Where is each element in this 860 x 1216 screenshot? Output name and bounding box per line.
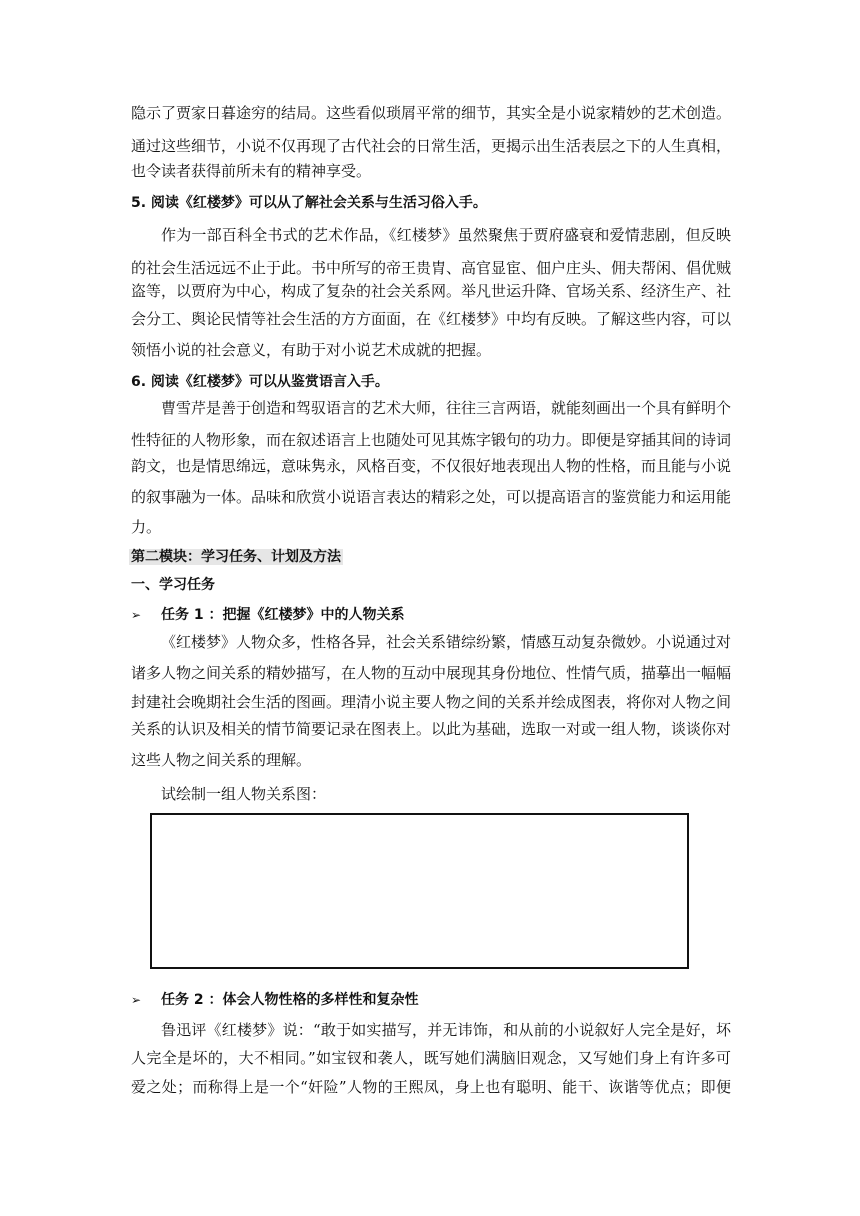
paragraph-line: 鲁迅评《红楼梦》说：“敢于如实描写，并无讳饰，和从前的小说叙好人完全是好，坏 [161,1021,731,1039]
paragraph-line: 性特征的人物形象，而在叙述语言上也随处可见其炼字锻句的功力。即便是穿插其间的诗词 [131,431,732,449]
drawing-box[interactable] [150,813,689,969]
paragraph-line: 曹雪芹是善于创造和驾驭语言的艺术大师，往往三言两语，就能刻画出一个具有鲜明个 [161,399,732,417]
paragraph-line: 通过这些细节，小说不仅再现了古代社会的日常生活，更揭示出生活表层之下的人生真相， [131,137,732,155]
paragraph-line: 关系的认识及相关的情节简要记录在图表上。以此为基础，选取一对或一组人物，谈谈你对 [131,720,732,738]
section-heading: 5. 阅读《红楼梦》可以从了解社会关系与生活习俗入手。 [131,195,487,211]
paragraph-line: 这些人物之间关系的理解。 [131,751,312,769]
paragraph-line: 也令读者获得前所未有的精神享受。 [131,162,372,180]
paragraph-line: 诸多人物之间关系的精妙描写，在人物的互动中展现其身份地位、性情气质，描摹出一幅幅 [131,664,732,682]
draw-prompt: 试绘制一组人物关系图： [161,785,327,803]
task-title: 任务 1 ：把握《红楼梦》中的人物关系 [161,607,405,623]
paragraph-line: 隐示了贾家日暮途穷的结局。这些看似琐屑平常的细节，其实全是小说家精妙的艺术创造。 [131,104,732,122]
paragraph-line: 封建社会晚期社会生活的图画。理清小说主要人物之间的关系并绘成图表，将你对人物之间 [131,693,732,711]
paragraph-line: 领悟小说的社会意义，有助于对小说艺术成就的把握。 [131,341,492,359]
task-heading [131,990,419,1010]
task-heading [131,605,405,625]
arrow-bullet-icon: ➢ [131,608,142,622]
part-heading: 一、学习任务 [131,577,215,593]
arrow-bullet-icon: ➢ [131,993,142,1007]
section-heading: 6. 阅读《红楼梦》可以从鉴赏语言入手。 [131,374,389,390]
paragraph-line: 会分工、舆论民情等社会生活的方方面面，在《红楼梦》中均有反映。了解这些内容，可以 [131,310,732,328]
module-heading [131,547,343,567]
paragraph-line: 爱之处；而称得上是一个“奸险”人物的王熙凤，身上也有聪明、能干、诙谐等优点；即便 [131,1078,731,1096]
paragraph-line: 人完全是坏的，大不相同。”如宝钗和袭人，既写她们满脑旧观念，又写她们身上有许多可 [131,1049,731,1067]
paragraph-line: 盗等，以贾府为中心，构成了复杂的社会关系网。举凡世运升降、官场关系、经济生产、社 [131,282,732,300]
task-title: 任务 2 ：体会人物性格的多样性和复杂性 [161,992,419,1008]
paragraph-line: 作为一部百科全书式的艺术作品，《红楼梦》虽然聚焦于贾府盛衰和爱情悲剧，但反映 [161,226,731,244]
paragraph-line: 《红楼梦》人物众多，性格各异，社会关系错综纷繁，情感互动复杂微妙。小说通过对 [161,633,732,651]
paragraph-line: 力。 [131,518,162,536]
paragraph-line: 韵文，也是情思绵远，意味隽永，风格百变，不仅很好地表现出人物的性格，而且能与小说 [131,457,732,475]
paragraph-line: 的社会生活远远不止于此。书中所写的帝王贵胄、高官显宦、佃户庄头、佣夫帮闲、倡优贼 [131,259,732,277]
module-heading-text: 第二模块：学习任务、计划及方法 [131,549,341,565]
paragraph-line: 的叙事融为一体。品味和欣赏小说语言表达的精彩之处，可以提高语言的鉴赏能力和运用能 [131,488,732,506]
